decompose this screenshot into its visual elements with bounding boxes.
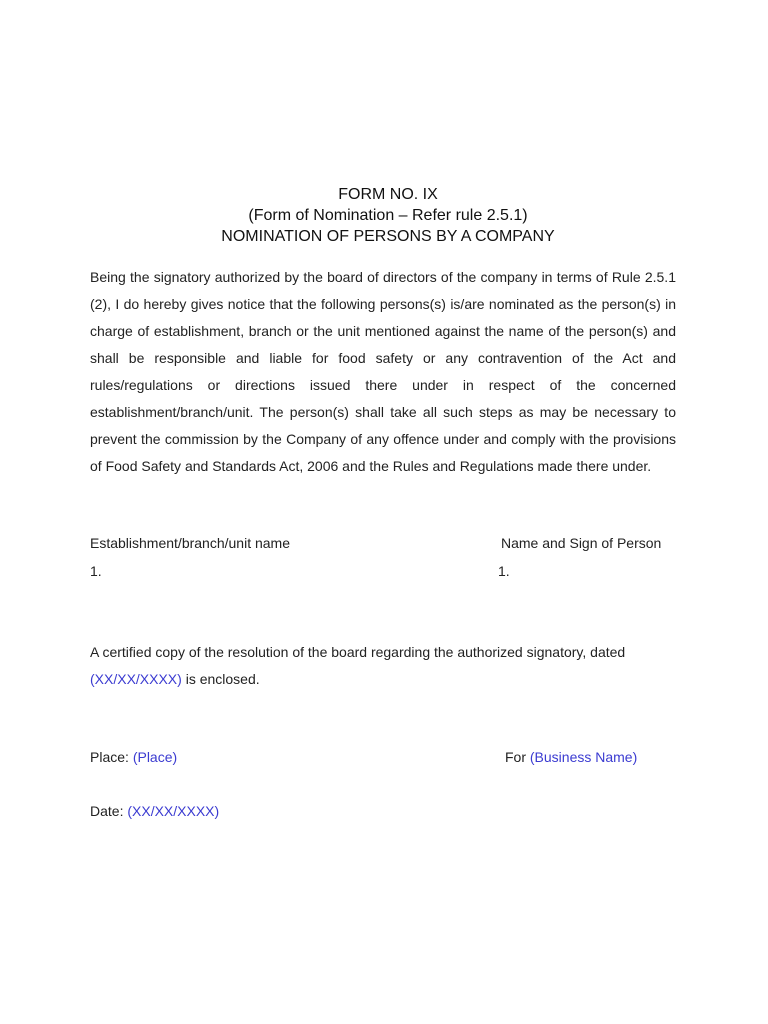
place-placeholder: (Place) [132, 749, 178, 765]
certified-copy-text: A certified copy of the resolution of the board regarding the authorized signatory, dated [90, 644, 626, 660]
nomination-paragraph: Being the signatory authorized by the board of directors of the company in terms of Rule 2.5.1 (2), I do hereby gives notice that the following persons(s) is/are nominated as the person(s) in charge of establishment, branch or the unit mentioned against the name of the person(s) and shall be responsible and liable for food safety or any contravention of the Act and rules/regulations or directions issued there under in respect of the concerned establishment/branch/unit. The person(s) shall take all such steps as may be necessary to prevent the commission by the Company of any offence under and comply with the provisions of Food Safety and Standards Act, 2006 and the Rules and Regulations made there under. [90, 269, 676, 474]
for-business-line [505, 749, 637, 765]
certified-copy-paragraph [90, 639, 676, 693]
form-number: FORM NO. IX [338, 186, 438, 203]
enclosed-suffix: is enclosed. [181, 671, 260, 687]
place-line [90, 749, 177, 765]
date-placeholder: (XX/XX/XXXX) [127, 803, 220, 819]
resolution-date-placeholder: (XX/XX/XXXX) [90, 671, 182, 687]
date-label: Date: [90, 803, 128, 819]
person-item-1: 1. [498, 563, 510, 579]
person-column-heading: Name and Sign of Person [501, 535, 662, 551]
place-label: Place: [90, 749, 133, 765]
date-line [90, 803, 219, 819]
establishment-item-1: 1. [90, 563, 102, 579]
establishment-column-heading: Establishment/branch/unit name [90, 535, 290, 551]
for-label: For [505, 749, 530, 765]
business-name-placeholder: (Business Name) [529, 749, 638, 765]
form-subtitle: (Form of Nomination – Refer rule 2.5.1) [248, 207, 528, 224]
form-header [0, 184, 768, 247]
form-title: NOMINATION OF PERSONS BY A COMPANY [221, 228, 555, 245]
